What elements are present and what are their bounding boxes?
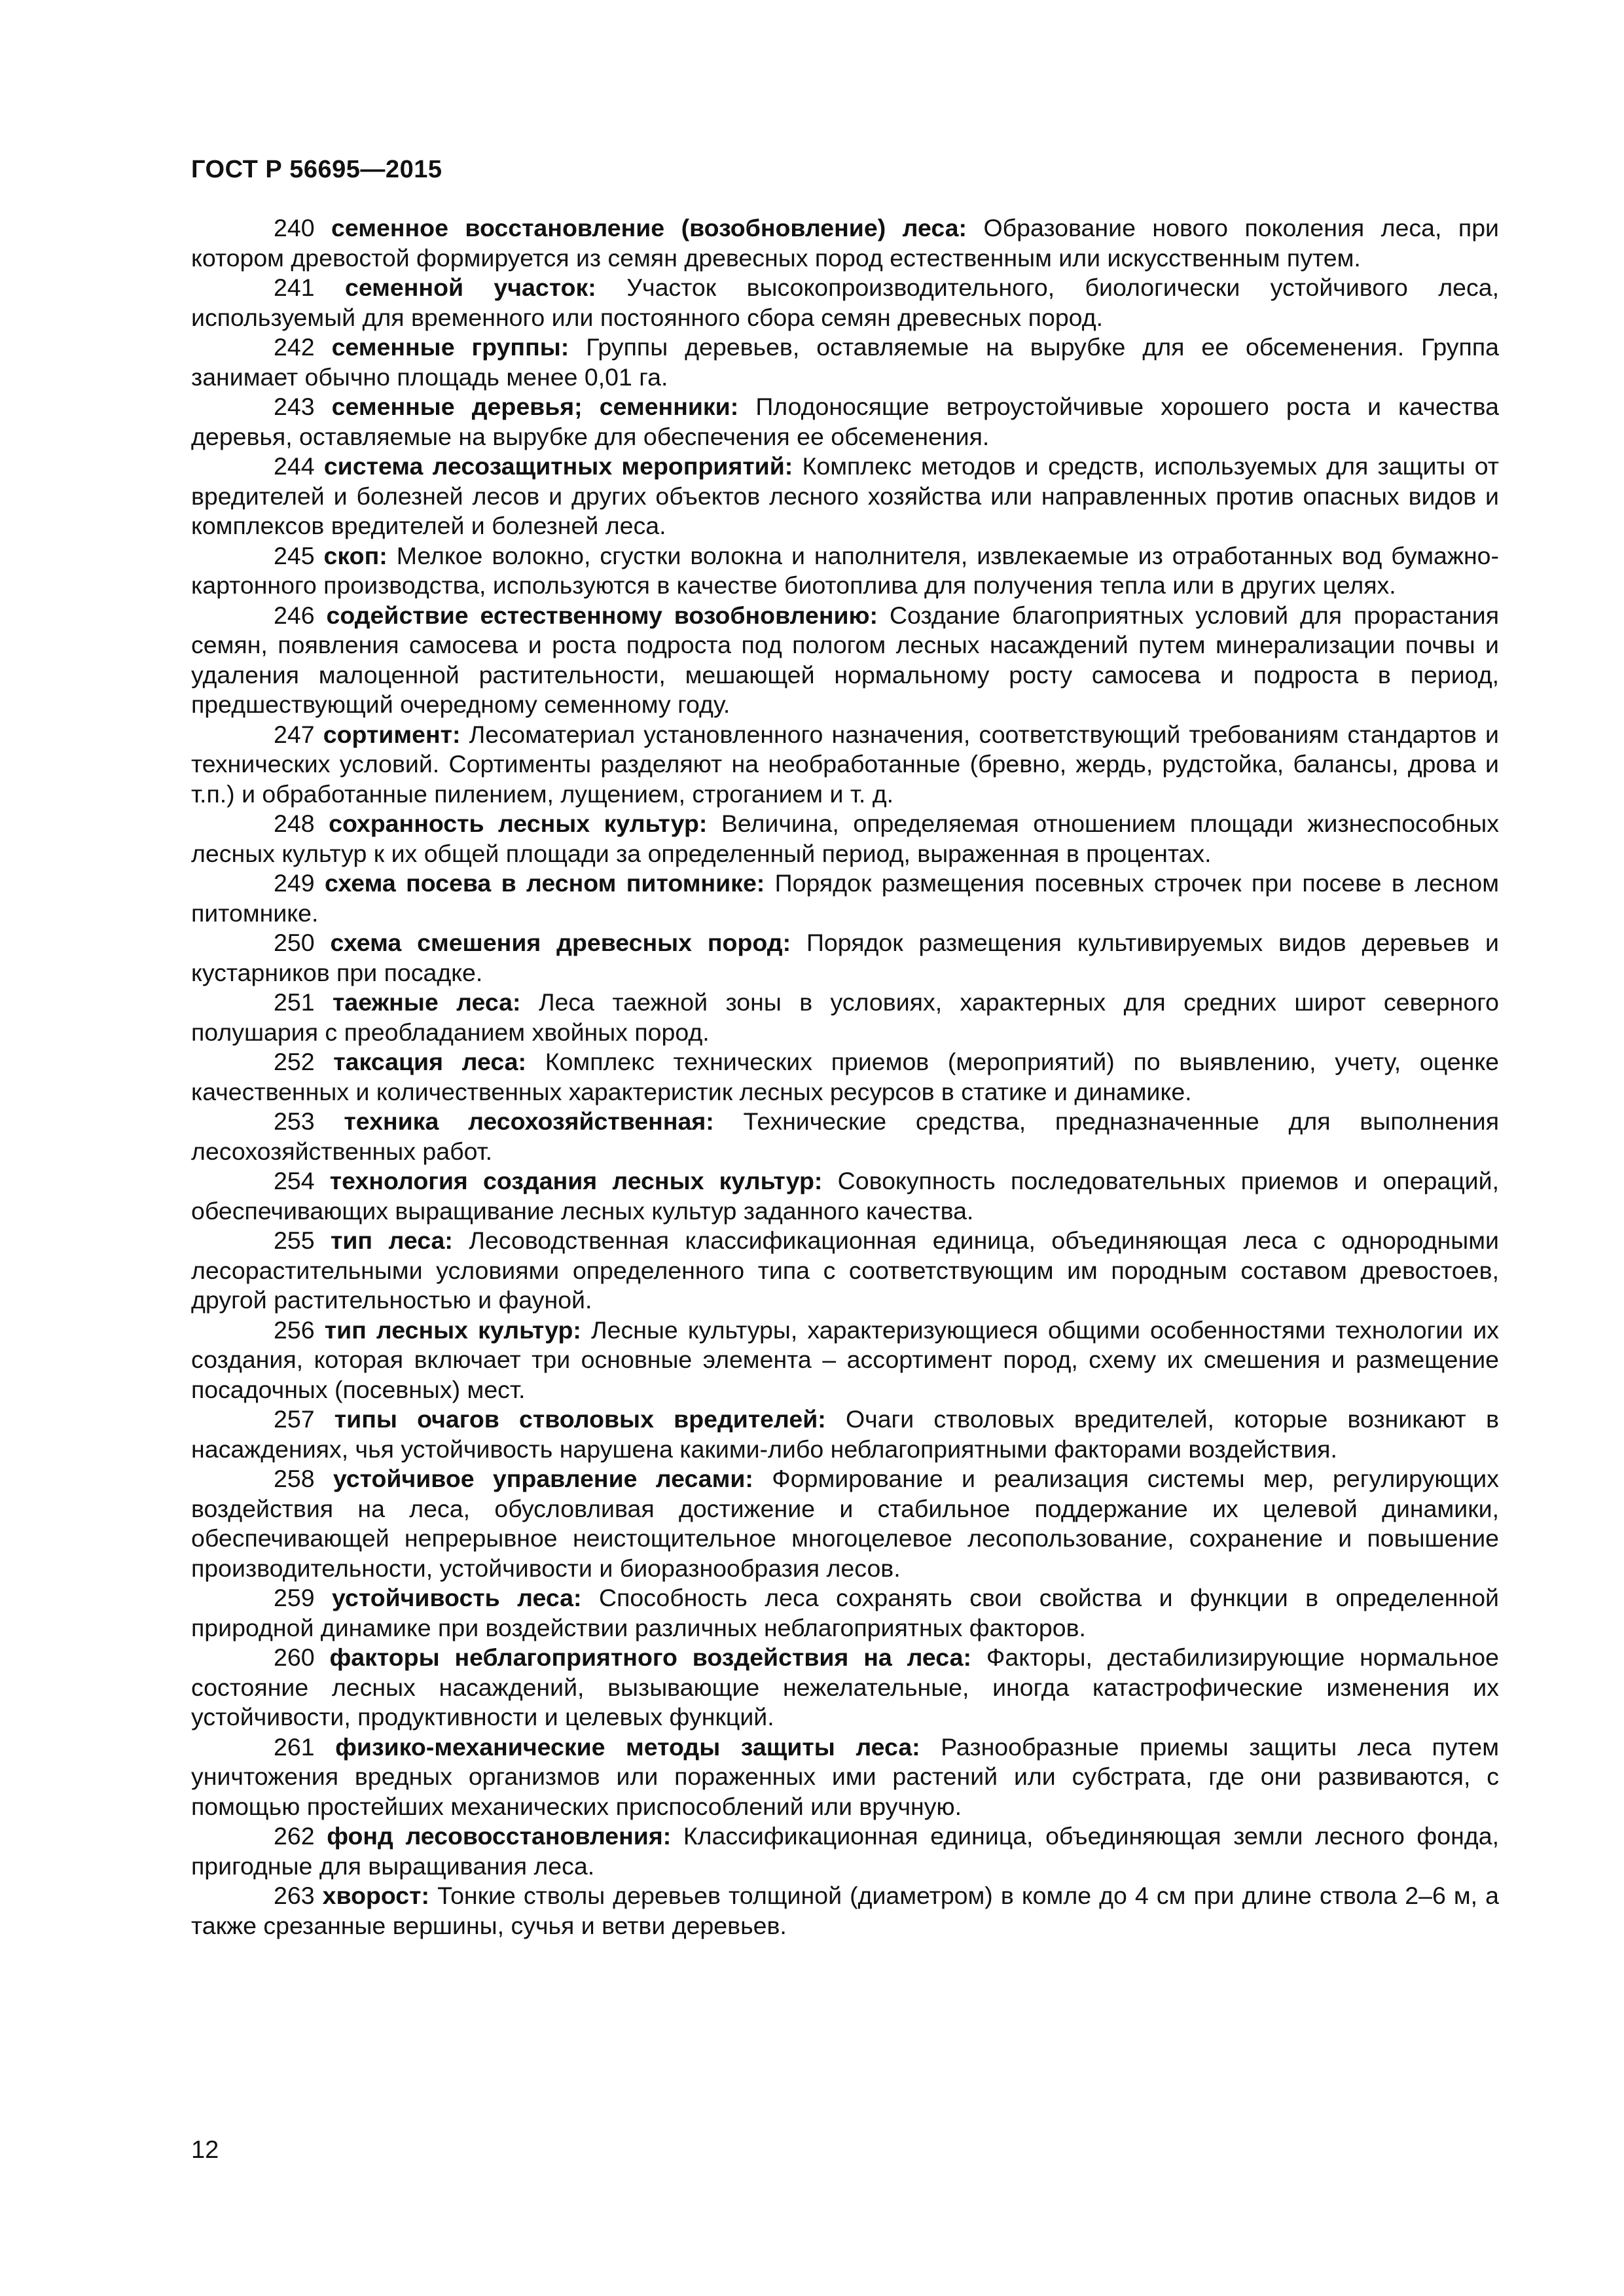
term-entry <box>191 1047 1499 1107</box>
term-definition: Формирование и реализация системы мер, регулирующих воздействия на леса, обусловливая достижение и стабильное поддержание их целевой динамики, обеспечивающей непрерывное неистощительное многоцелевое лесопользование, сохранение и повышение производительности, устойчивости и биоразнообразия лесов. <box>191 1465 1500 1582</box>
term-entry <box>191 452 1499 541</box>
term-entry <box>191 541 1499 601</box>
term-name: схема посева в лесном питомнике: <box>324 869 765 897</box>
term-name: таежные леса: <box>333 988 521 1016</box>
term-name: схема смешения древесных пород: <box>330 929 791 956</box>
term-number: 243 <box>274 393 315 420</box>
term-definition: Совокупность последовательных приемов и операций, обеспечивающих выращивание лесных культур заданного качества. <box>191 1167 1499 1225</box>
terms-list <box>191 213 1499 1941</box>
page-number: 12 <box>191 2136 219 2164</box>
term-entry <box>191 988 1499 1047</box>
term-name: скоп: <box>323 541 388 569</box>
term-number: 242 <box>274 333 315 361</box>
term-definition: Образование нового поколения леса, при котором древостой формируется из семян древесных пород естественным или искусственным путем. <box>191 214 1499 272</box>
term-name: таксация леса: <box>333 1048 527 1075</box>
term-name: семенное восстановление (возобновление) леса: <box>331 214 967 242</box>
term-number: 249 <box>274 869 315 897</box>
term-definition: Комплекс технических приемов (мероприятий) по выявлению, учету, оценке качественных и количественных характеристик лесных ресурсов в статике и динамике. <box>191 1048 1500 1105</box>
term-entry <box>191 928 1499 988</box>
term-number: 254 <box>274 1167 315 1194</box>
term-name: семенные деревья; семенники: <box>331 393 739 420</box>
term-name: типы очагов стволовых вредителей: <box>334 1405 826 1433</box>
term-number: 246 <box>274 601 315 629</box>
term-entry <box>191 273 1499 332</box>
term-definition: Факторы, дестабилизирующие нормальное состояние лесных насаждений, вызывающие нежелательные, иногда катастрофические изменения их устойчивости, продуктивности и целевых функций. <box>191 1643 1499 1731</box>
document-header: ГОСТ Р 56695—2015 <box>191 156 442 183</box>
term-name: факторы неблагоприятного воздействия на леса: <box>329 1643 971 1671</box>
term-name: сохранность лесных культур: <box>329 810 708 837</box>
term-entry <box>191 1464 1499 1583</box>
term-name: сортимент: <box>323 720 461 748</box>
term-name: семенные группы: <box>331 333 569 361</box>
term-entry <box>191 720 1499 810</box>
term-entry <box>191 1166 1499 1226</box>
term-definition: Способность леса сохранять свои свойства и функции в определенной природной динамике при воздействии различных неблагоприятных факторов. <box>191 1584 1499 1641</box>
term-entry <box>191 601 1499 720</box>
term-entry <box>191 1643 1499 1732</box>
term-entry <box>191 1821 1499 1881</box>
term-entry <box>191 809 1499 869</box>
term-definition: Создание благоприятных условий для прорастания семян, появления самосева и роста подроста под пологом лесных насаждений путем минерализации почвы и удаления малоценной растительности, мешающей нормальному росту самосева и подроста в период, предшествующий очередному семенному году. <box>191 601 1500 718</box>
term-definition: Очаги стволовых вредителей, которые возникают в насаждениях, чья устойчивость нарушена какими-либо неблагоприятными факторами воздействия. <box>191 1405 1499 1463</box>
term-number: 261 <box>274 1732 315 1761</box>
term-number: 250 <box>274 929 315 956</box>
term-definition: Комплекс методов и средств, используемых для защиты от вредителей и болезней лесов и других объектов лесного хозяйства или направленных против опасных видов и комплексов вредителей и болезней леса. <box>191 452 1499 539</box>
term-entry <box>191 869 1499 928</box>
term-entry <box>191 332 1499 392</box>
term-number: 251 <box>274 988 315 1016</box>
term-definition: Леса таежной зоны в условиях, характерных для средних широт северного полушария с преобладанием хвойных пород. <box>191 988 1500 1046</box>
term-definition: Мелкое волокно, сгустки волокна и наполнителя, извлекаемые из отработанных вод бумажно-картонного производства, используются в качестве биотоплива для получения тепла или в других целях. <box>191 541 1500 599</box>
term-name: техника лесохозяйственная: <box>344 1107 714 1135</box>
term-number: 247 <box>274 720 315 748</box>
term-number: 257 <box>274 1405 315 1433</box>
term-name: система лесозащитных мероприятий: <box>323 452 793 480</box>
term-number: 259 <box>274 1584 315 1611</box>
term-name: фонд лесовосстановления: <box>327 1822 672 1850</box>
term-definition: Тонкие стволы деревьев толщиной (диаметром) в комле до 4 см при длине ствола 2–6 м, а также срезанные вершины, сучья и ветви деревьев. <box>191 1882 1500 1939</box>
term-entry <box>191 1107 1499 1166</box>
term-number: 240 <box>274 214 315 242</box>
term-definition: Участок высокопроизводительного, биологически устойчивого леса, используемый для временного или постоянного сбора семян древесных пород. <box>191 274 1499 331</box>
term-definition: Плодоносящие ветроустойчивые хорошего роста и качества деревья, оставляемые на вырубке для обеспечения ее обсеменения. <box>191 393 1499 450</box>
term-definition: Величина, определяемая отношением площади жизнеспособных лесных культур к их общей площади за определенный период, выраженная в процентах. <box>191 810 1500 867</box>
term-name: физико-механические методы защиты леса: <box>335 1732 920 1761</box>
term-entry <box>191 1583 1499 1643</box>
term-definition: Порядок размещения культивируемых видов деревьев и кустарников при посадке. <box>191 929 1499 986</box>
term-name: тип леса: <box>331 1227 453 1254</box>
term-definition: Технические средства, предназначенные для выполнения лесохозяйственных работ. <box>191 1107 1500 1165</box>
term-definition: Порядок размещения посевных строчек при посеве в лесном питомнике. <box>191 869 1499 927</box>
term-number: 248 <box>274 810 315 837</box>
term-name: тип лесных культур: <box>324 1316 581 1344</box>
term-entry <box>191 1881 1499 1941</box>
term-number: 245 <box>274 541 315 569</box>
term-definition: Лесоводственная классификационная единица, объединяющая леса с однородными лесорастительными условиями определенного типа с соответствующим им породным составом древостоев, другой растительностью и фауной. <box>191 1227 1499 1314</box>
term-entry <box>191 1732 1499 1822</box>
term-number: 262 <box>274 1822 315 1850</box>
term-name: содействие естественному возобновлению: <box>326 601 878 629</box>
term-name: семенной участок: <box>344 274 596 301</box>
term-entry <box>191 392 1499 452</box>
term-name: устойчивость леса: <box>332 1584 582 1611</box>
term-definition: Лесоматериал установленного назначения, соответствующий требованиям стандартов и технических условий. Сортименты разделяют на необработанные (бревно, жердь, рудстойка, балансы, дрова и т.п.) и обработанные пилением, лущением, строганием и т. д. <box>191 720 1500 808</box>
term-definition: Классификационная единица, объединяющая земли лесного фонда, пригодные для выращивания леса. <box>191 1822 1499 1880</box>
term-name: хворост: <box>322 1882 430 1909</box>
term-definition: Разнообразные приемы защиты леса путем уничтожения вредных организмов или пораженных ими растений или субстрата, где они развиваются, с помощью простейших механических приспособлений или вручную. <box>191 1732 1500 1820</box>
term-definition: Группы деревьев, оставляемые на вырубке для ее обсеменения. Группа занимает обычно площадь менее 0,01 га. <box>191 333 1499 391</box>
term-number: 258 <box>274 1465 315 1492</box>
term-number: 244 <box>274 452 315 480</box>
term-name: устойчивое управление лесами: <box>333 1465 753 1492</box>
term-entry <box>191 1316 1499 1405</box>
term-entry <box>191 213 1499 273</box>
term-number: 256 <box>274 1316 315 1344</box>
term-definition: Лесные культуры, характеризующиеся общими особенностями технологии их создания, которая включает три основные элемента – ассортимент пород, схему их смешения и размещение посадочных (посевных) мест. <box>191 1316 1500 1403</box>
term-number: 252 <box>274 1048 315 1075</box>
term-number: 241 <box>274 274 315 301</box>
term-number: 253 <box>274 1107 315 1135</box>
term-number: 260 <box>274 1643 315 1671</box>
term-number: 255 <box>274 1227 315 1254</box>
term-name: технология создания лесных культур: <box>329 1167 823 1194</box>
term-entry <box>191 1405 1499 1464</box>
term-number: 263 <box>274 1882 315 1909</box>
term-entry <box>191 1226 1499 1316</box>
